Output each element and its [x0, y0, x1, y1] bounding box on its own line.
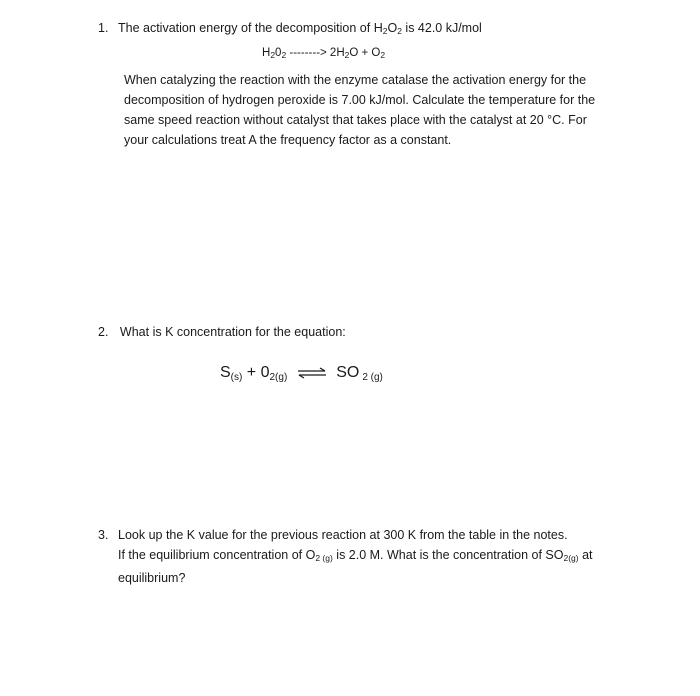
subscript: 2(g) — [563, 553, 579, 563]
eq-part: --------> 2H — [286, 47, 345, 59]
subscript: (s) — [230, 372, 243, 383]
subscript: 2 — [281, 50, 287, 60]
body-line — [118, 545, 658, 568]
plus-sign: + — [242, 364, 261, 381]
oxygen: 0 — [260, 364, 270, 381]
question-1-equation — [262, 47, 385, 60]
body-line: same speed reaction without catalyst that takes place with the catalyst at 20 °C. For — [124, 113, 587, 127]
question-number: 1. — [98, 21, 109, 35]
eq-part: O + O — [349, 47, 381, 59]
eq-part: H — [262, 47, 271, 59]
body-line: Look up the K value for the previous reaction at 300 K from the table in the notes. — [118, 528, 568, 542]
subscript: 2 — [397, 26, 402, 36]
text-part: at — [578, 548, 593, 562]
subscript: 2 — [344, 50, 350, 60]
subscript: 2 — [380, 50, 386, 60]
question-2-text: What is K concentration for the equation: — [119, 325, 346, 339]
body-line: When catalyzing the reaction with the enzyme catalase the activation energy for the — [124, 73, 587, 87]
subscript: 2 (g) — [362, 372, 383, 383]
heading-text: is 42.0 kJ/mol — [401, 21, 482, 35]
subscript: 2 (g) — [315, 553, 333, 563]
equilibrium-arrow-icon — [296, 367, 328, 379]
heading-text: The activation energy of the decomposition of H — [118, 21, 383, 35]
product: SO — [336, 364, 360, 381]
subscript: 2 — [270, 50, 276, 60]
body-line: equilibrium? — [118, 571, 186, 585]
question-number: 3. — [98, 528, 109, 542]
question-1-heading — [118, 21, 658, 36]
text-part: If the equilibrium concentration of O — [118, 548, 316, 562]
question-3 — [98, 525, 658, 588]
text-part: is 2.0 M. What is the concentration of SO — [332, 548, 564, 562]
eq-part: 0 — [275, 47, 282, 59]
question-2 — [98, 325, 346, 339]
sulfur: S — [220, 364, 231, 381]
subscript: 2(g) — [269, 372, 288, 383]
body-line: your calculations treat A the frequency factor as a constant. — [124, 133, 452, 147]
question-number: 2. — [98, 325, 109, 339]
body-line: decomposition of hydrogen peroxide is 7.00 kJ/mol. Calculate the temperature for the — [124, 93, 596, 107]
heading-text: O — [387, 21, 398, 35]
question-1-body — [124, 70, 644, 150]
subscript: 2 — [382, 26, 388, 36]
question-1 — [98, 21, 658, 36]
question-2-equation — [220, 364, 383, 383]
